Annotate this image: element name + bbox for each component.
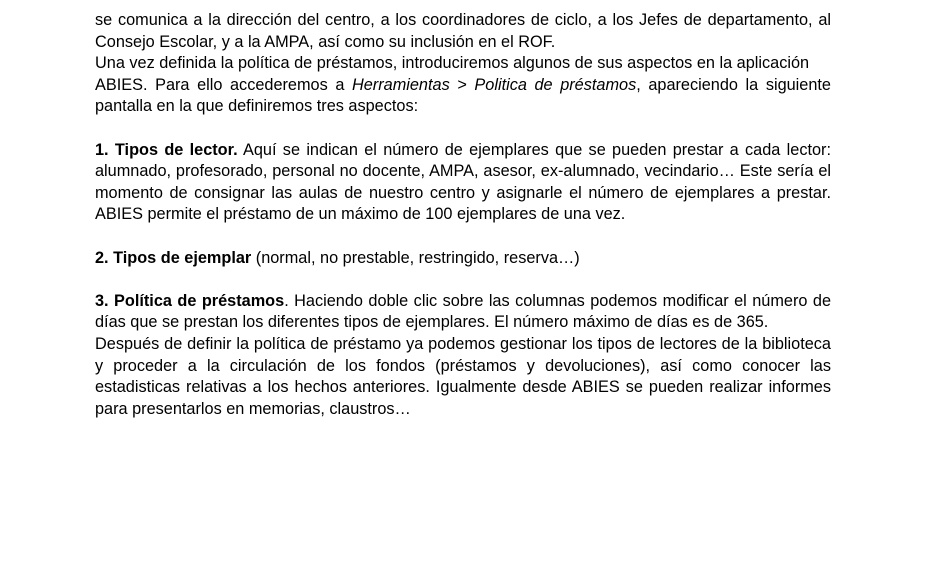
item-politica-prestamos-label: 3. Política de préstamos bbox=[95, 291, 285, 310]
item-tipos-lector bbox=[95, 140, 831, 226]
spacer bbox=[95, 118, 831, 140]
spacer bbox=[95, 226, 831, 248]
item-tipos-lector-text: Aquí se indican el número de ejemplares que se pueden prestar a cada lector: alumnado, profesorado, personal no docente, AMPA, asesor, ex-alumnado, vecindario… Este sería el momento de consignar las aulas de nuestro centro y asignarle el número de ejemplares a prestar. ABIES permite el préstamo de un máximo de 100 ejemplares de una vez. bbox=[95, 140, 831, 224]
item-politica-prestamos bbox=[95, 291, 831, 334]
paragraph-policy-intro: Una vez definida la política de préstamos, introduciremos algunos de sus aspectos en la aplicación bbox=[95, 54, 810, 73]
spacer bbox=[95, 269, 831, 291]
item-tipos-lector-label: 1. Tipos de lector. bbox=[95, 140, 238, 159]
item-politica-prestamos-text: . Haciendo doble clic sobre las columnas podemos modificar el número de días que se prestan los diferentes tipos de ejemplares. El número máximo de días es de 365. bbox=[95, 291, 832, 332]
paragraph-abies-menu bbox=[95, 75, 831, 118]
item-tipos-ejemplar bbox=[95, 248, 831, 270]
paragraph-conclusion: Después de definir la política de préstamo ya podemos gestionar los tipos de lectores de la biblioteca y proceder a la circulación de los fondos (préstamos y devoluciones), así como conocer las estadisticas relativas a los hechos anteriores. Igualmente desde ABIES se pueden realizar informes para presentarlos en memorias, claustros… bbox=[95, 334, 831, 418]
menu-politica-prestamos: Politica de préstamos bbox=[474, 75, 637, 94]
menu-herramientas: Herramientas bbox=[351, 75, 450, 94]
document-page bbox=[95, 10, 831, 420]
menu-separator: > bbox=[449, 75, 475, 94]
item-tipos-ejemplar-label: 2. Tipos de ejemplar bbox=[95, 248, 252, 267]
menu-path-prefix: ABIES. Para ello accederemos a bbox=[95, 75, 352, 94]
item-tipos-ejemplar-text: (normal, no prestable, restringido, reserva…) bbox=[251, 248, 580, 267]
paragraph-intro: se comunica a la dirección del centro, a los coordinadores de ciclo, a los Jefes de departamento, al Consejo Escolar, y a la AMPA, así como su inclusión en el ROF. bbox=[95, 11, 831, 51]
menu-path-suffix: , apareciendo la siguiente pantalla en la que definiremos tres aspectos: bbox=[95, 75, 831, 116]
